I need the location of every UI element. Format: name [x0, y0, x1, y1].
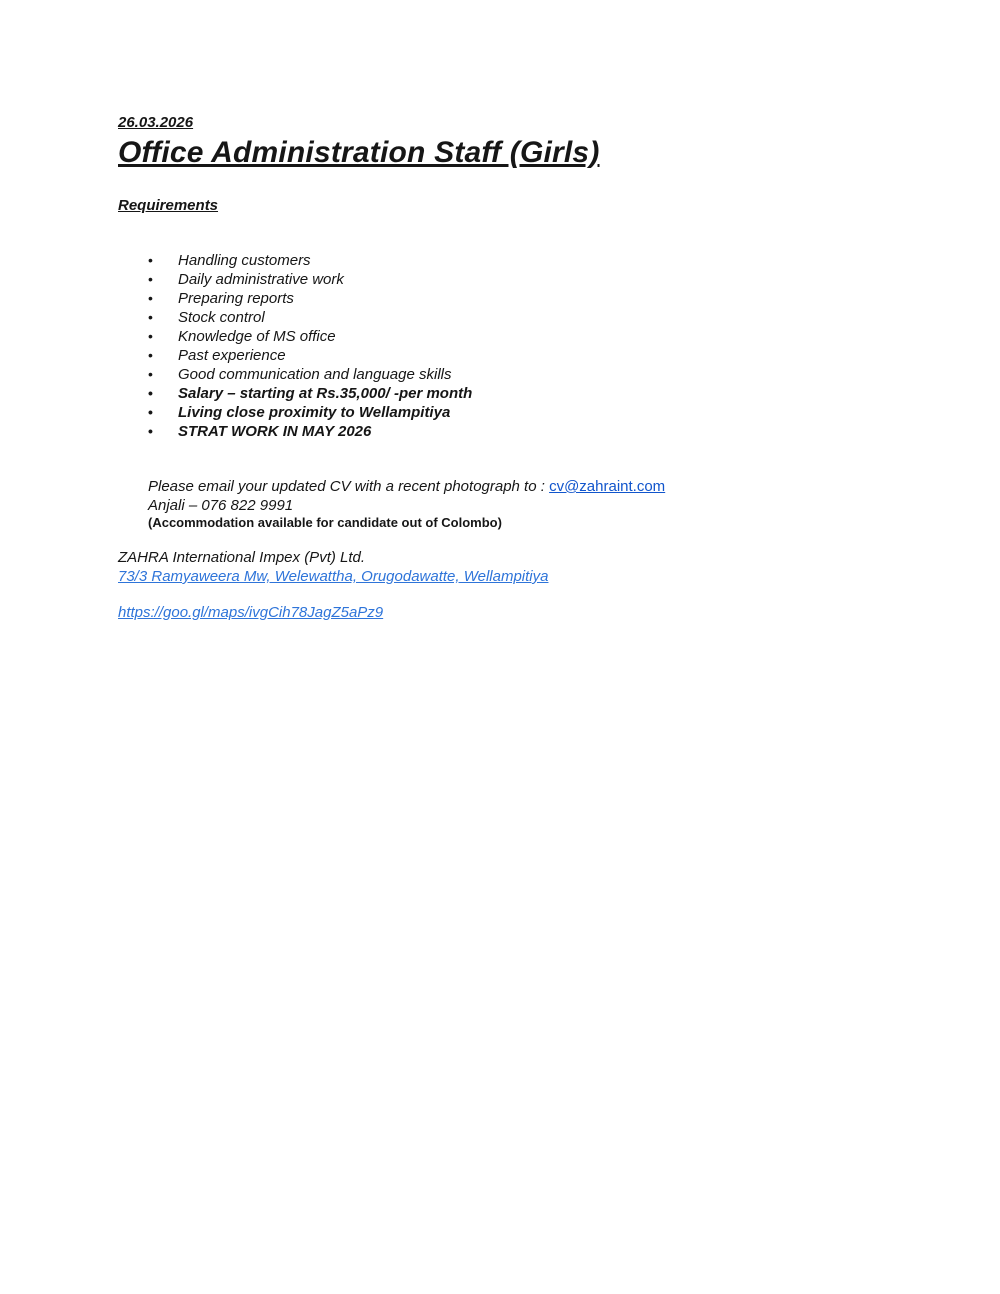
date-heading: 26.03.2026 [118, 114, 194, 131]
list-item [118, 289, 940, 308]
list-item [118, 365, 940, 384]
email-line-text: Please email your updated CV with a recent photograph to : [148, 478, 550, 495]
contact-block [118, 477, 940, 531]
company-name: ZAHRA International Impex (Pvt) Ltd. [118, 549, 366, 566]
requirements-heading: Requirements [118, 197, 219, 214]
list-item [118, 308, 940, 327]
list-item [118, 251, 940, 270]
bullet-icon: • [148, 271, 153, 287]
list-item-text: Preparing reports [178, 290, 294, 307]
list-item [118, 327, 940, 346]
bullet-icon: • [148, 347, 153, 363]
address-link[interactable]: 73/3 Ramyaweera Mw, Welewattha, Orugodawatte, Wellampitiya [118, 568, 549, 585]
email-link[interactable]: cv@zahraint.com [549, 478, 666, 495]
bullet-icon: • [148, 385, 153, 401]
accommodation-note: (Accommodation available for candidate out of Colombo) [148, 515, 502, 530]
list-item [118, 422, 940, 441]
bullet-icon: • [148, 423, 153, 439]
company-block [118, 548, 940, 586]
list-item-text: STRAT WORK IN MAY 2026 [178, 423, 372, 440]
list-item-text: Handling customers [178, 252, 311, 269]
list-item-text: Past experience [178, 347, 286, 364]
list-item-text: Stock control [178, 309, 265, 326]
bullet-icon: • [148, 366, 153, 382]
list-item [118, 270, 940, 289]
phone-line: Anjali – 076 822 9991 [148, 497, 294, 514]
bullet-icon: • [148, 252, 153, 268]
list-item-text: Daily administrative work [178, 271, 344, 288]
address-line [118, 567, 940, 586]
bullet-icon: • [148, 404, 153, 420]
bullet-icon: • [148, 290, 153, 306]
list-item [118, 384, 940, 403]
map-link[interactable]: https://goo.gl/maps/ivgCih78JagZ5aPz9 [118, 604, 384, 621]
list-item [118, 403, 940, 422]
bullet-icon: • [148, 328, 153, 344]
requirements-list [118, 251, 940, 441]
map-line [118, 603, 940, 622]
list-item-text: Good communication and language skills [178, 366, 452, 383]
list-item-text: Knowledge of MS office [178, 328, 336, 345]
list-item-text: Salary – starting at Rs.35,000/ -per month [178, 385, 473, 402]
email-line [148, 477, 940, 496]
list-item-text: Living close proximity to Wellampitiya [178, 404, 451, 421]
list-item [118, 346, 940, 365]
page-title: Office Administration Staff (Girls) [118, 136, 600, 169]
bullet-icon: • [148, 309, 153, 325]
